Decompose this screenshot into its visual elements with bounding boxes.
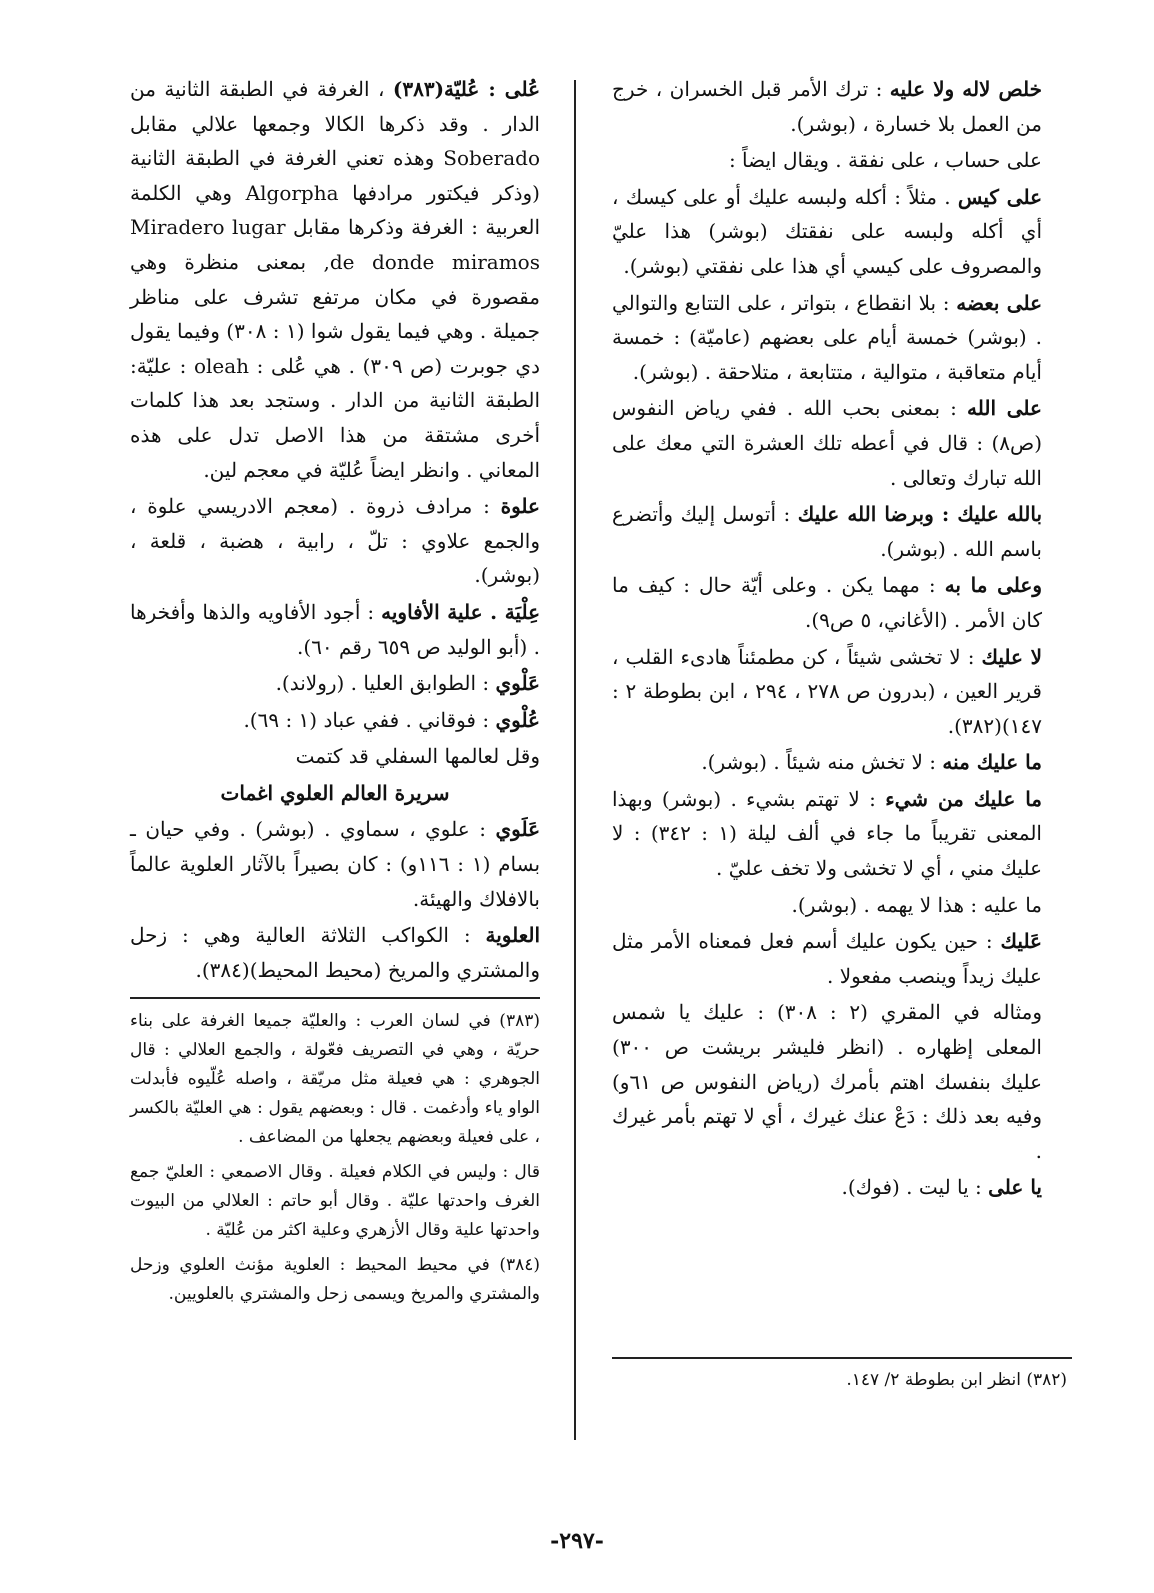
dictionary-entry: [612, 782, 1042, 886]
footnote: (٣٨٤) في محيط المحيط : العلوية مؤنث العلوي وزحل والمشتري والمريخ ويسمى زحل والمشتري بالعلويين.: [130, 1255, 540, 1305]
entry-headword: علوة: [500, 494, 540, 519]
entry-text: : لا تخش منه شيئاً . (بوشر).: [701, 750, 936, 775]
dictionary-entry: [612, 180, 1042, 284]
left-column-entries: [130, 72, 540, 774]
entry-headword: على الله: [967, 396, 1042, 421]
entry-text: : أتوسل إليك وأتضرع باسم الله . (بوشر).: [612, 502, 1042, 561]
entry-text: ، الغرفة في الطبقة الثانية من الدار . وقد ذكرها الكالا وجمعها علالي مقابل Soberado وهذه تعني الغرفة في الطبقة الثانية (وذكر فيكتور مرادفها Algorpha وهي الكلمة العربية : الغرفة وذكرها مقابل Miradero lugar de donde miramos, بمعنى منظرة وهي مقصورة في مكان مرتفع تشرف على مناظر جميلة . وهي فيما يقول شوا (١ : ٣٠٨) وفيما يقول دي جوبرت (ص ٣٠٩) . هي عُلى : oleah : عليّة: الطبقة الثانية من الدار . وستجد بعد هذا كلمات أخرى مشتقة من هذا الاصل تدل على هذه المعاني . وانظر ايضاً عُليّة في معجم لين.: [130, 77, 541, 482]
dictionary-entry: [130, 812, 540, 916]
entry-headword: العلوية: [485, 923, 541, 948]
entry-text: على حساب ، على نفقة . ويقال ايضاً :: [728, 148, 1042, 173]
entry-text: : مهما يكن . وعلى أيّة حال : كيف ما كان الأمر . (الأغاني، ٥ ص٩).: [612, 573, 1042, 632]
dictionary-entry: [612, 1170, 1042, 1205]
entry-headword: لا عليك: [981, 644, 1042, 669]
entry-text: : يا ليت . (فوك).: [841, 1175, 982, 1200]
entry-text: : الكواكب الثلاثة العالية وهي : زحل والمشتري والمريخ (محيط المحيط)(٣٨٤).: [130, 923, 540, 982]
dictionary-entry: [130, 72, 540, 487]
dictionary-entry: [130, 666, 540, 701]
dictionary-entry: [130, 703, 540, 738]
dictionary-entry: [612, 286, 1042, 390]
entry-headword: عُلى : عُليّة(٣٨٣): [392, 77, 541, 101]
right-footnote-rule: [612, 1357, 1072, 1359]
left-column-entries-continued: [130, 812, 540, 987]
entry-text: : فوقاني . ففي عباد (١ : ٦٩).: [243, 707, 490, 732]
entry-text: : ترك الأمر قبل الخسران ، خرج من العمل بلا خسارة ، (بوشر).: [612, 77, 1042, 136]
entry-text: . مثلاً : أكله ولبسه عليك أو على كيسك ، أي أكله ولبسه على نفقتك (بوشر) هذا عليّ والمصروف على كيسي أي هذا على نفقتي (بوشر).: [612, 184, 1042, 278]
entry-headword: عَلَوي: [495, 817, 541, 842]
entry-text: : الطوابق العليا . (رولاند).: [275, 671, 490, 696]
entry-text: : بلا انقطاع ، بتواتر ، على التتابع والتوالي . (بوشر) خمسة أيام على بعضهم (عاميّة) : خمسة أيام متعاقبة ، متوالية ، متتابعة ، متلاحقة . (بوشر).: [612, 290, 1042, 384]
entry-headword: ما عليك منه: [942, 750, 1042, 775]
dictionary-entry: [612, 888, 1042, 923]
dictionary-entry: [130, 595, 540, 664]
entry-text: : لا تهتم بشيء . (بوشر) وبهذا المعنى تقريباً ما جاء في ألف ليلة (١ : ٣٤٢) : لا عليك مني ، أي لا تخشى ولا تخف عليّ .: [612, 786, 1042, 881]
entry-text: ما عليه : هذا لا يهمه . (بوشر).: [791, 892, 1042, 917]
entry-text: : حين يكون عليك أسم فعل فمعناه الأمر مثل عليك زيداً وينصب مفعولا .: [612, 929, 1042, 988]
dictionary-entry: [612, 72, 1042, 141]
dictionary-entry: [612, 995, 1042, 1168]
footnote-rule: [130, 997, 540, 999]
dictionary-entry: [130, 918, 540, 987]
entry-headword: عُلْوي: [495, 707, 540, 732]
entry-text: وقل لعالمها السفلي قد كتمت: [295, 744, 540, 769]
dictionary-entry: [130, 489, 540, 593]
verse-line: سريرة العالم العلوي اغمات: [220, 780, 450, 805]
entry-headword: عَلْوي: [495, 671, 540, 696]
entry-headword: على كيس: [957, 184, 1042, 209]
dictionary-entry: [130, 739, 540, 774]
entry-headword: عِلْيَة . علية الأفاويه: [381, 599, 540, 624]
dictionary-entry: [612, 143, 1042, 178]
entry-headword: خلص لاله ولا عليه: [889, 77, 1042, 101]
entry-text: : أجود الأفاويه والذها وأفخرها . (أبو الوليد ص ٦٥٩ رقم ٦٠).: [130, 599, 540, 659]
entry-headword: يا على: [988, 1175, 1042, 1200]
right-column-entries: [612, 72, 1042, 1205]
entry-headword: بالله عليك : وبرضا الله عليك: [797, 502, 1043, 527]
footnote: (٣٨٣) في لسان العرب : والعليّة جميعا الغرفة على بناء حريّة ، وهي في التصريف فعّولة ، والجمع العلالي : قال الجوهري : هي فعيلة مثل مريّقة ، واصله عُلّيوه فأبدلت الواو ياء وأدغمت . قال : وبعضهم يقول : هي العليّة بالكسر ، على فعيلة وبعضهم يجعلها من المضاعف .: [130, 1011, 540, 1148]
entry-text: : لا تخشى شيئاً ، كن مطمئناً هادىء القلب ، قرير العين ، (بدرون ص ٢٧٨ ، ٢٩٤ ، ابن بطوطة ٢ : ١٤٧)(٣٨٢).: [612, 644, 1042, 738]
entry-text: : بمعنى بحب الله . ففي رياض النفوس (ص٨) : قال في أعطه تلك العشرة التي معك على الله تبارك وتعالى .: [612, 396, 1042, 490]
dictionary-entry: [612, 924, 1042, 993]
dictionary-entry: [612, 568, 1042, 637]
entry-text: : مرادف ذروة . (معجم الادريسي علوة ، والجمع علاوي : تلّ ، رابية ، هضبة ، قلعة ، (بوشر).: [130, 494, 540, 588]
page-number: -٢٩٧-: [550, 1528, 604, 1554]
right-column: [612, 72, 1042, 1207]
entry-headword: وعلى ما به: [944, 573, 1043, 598]
entry-headword: عَليك: [1000, 929, 1042, 954]
dictionary-entry: [612, 391, 1042, 495]
right-footnote: (٣٨٢) انظر ابن بطوطة ٢/ ١٤٧.: [846, 1370, 1067, 1390]
entry-headword: على بعضه: [956, 290, 1043, 315]
dictionary-entry: [612, 497, 1042, 566]
left-footnotes: [130, 1007, 540, 1309]
entry-headword: ما عليك من شيء: [885, 786, 1042, 811]
entry-text: ومثاله في المقري (٢ : ٣٠٨) : عليك يا شمس المعلى إظهاره . (انظر فليشر بريشت ص ٣٠٠) عليك بنفسك اهتم بأمرك (رياض النفوس ص ٦١و) وفيه بعد ذلك : دَعْ عنك غيرك ، أي لا تهتم بأمر غيرك .: [612, 1000, 1042, 1163]
dictionary-entry: [612, 745, 1042, 780]
entry-text: : علوي ، سماوي . (بوشر) . وفي حيان ـ بسام (١ : ١١٦و) : كان بصيراً بالآثار العلوية عالماً بالافلاك والهيئة.: [130, 817, 541, 911]
column-divider: [574, 80, 576, 1440]
footnote: قال : وليس في الكلام فعيلة . وقال الاصمعي : العليّ جمع الغرف واحدتها عليّة . وقال أبو حاتم : العلالي من البيوت واحدتها علية وقال الأزهري وعلية اكثر من عُليّة .: [130, 1162, 540, 1241]
left-column: [130, 72, 540, 1315]
dictionary-entry: [612, 640, 1042, 744]
